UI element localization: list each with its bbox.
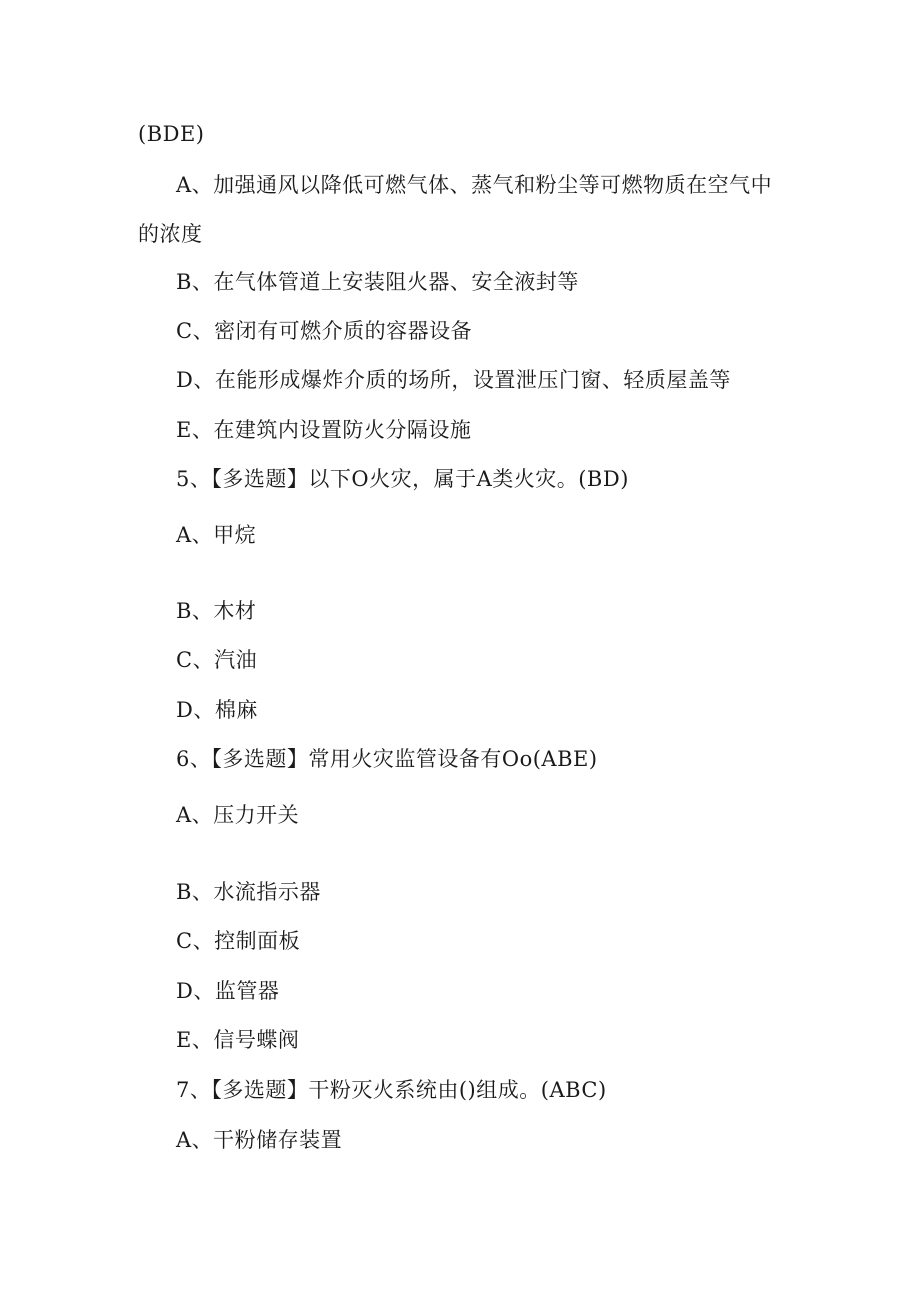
q7-option-a: A、干粉储存装置 (176, 1128, 343, 1152)
q5-option-d: D、棉麻 (176, 698, 258, 722)
q6-option-a: A、压力开关 (176, 803, 300, 827)
question-7: 7、【多选题】干粉灭火系统由()组成。(ABC) (176, 1078, 607, 1102)
q4-option-d: D、在能形成爆炸介质的场所，设置泄压门窗、轻质屋盖等 (176, 368, 731, 392)
q6-option-d: D、监管器 (176, 979, 280, 1003)
question-6: 6、【多选题】常用火灾监管设备有Oo(ABE) (176, 747, 598, 771)
q5-option-c: C、汽油 (176, 648, 258, 672)
question-5: 5、【多选题】以下O火灾，属于A类火灾。(BD) (176, 467, 629, 491)
q5-option-b: B、木材 (176, 599, 257, 623)
answer-key-q4: (BDE) (138, 122, 205, 146)
q4-option-a-continuation: 的浓度 (138, 222, 203, 246)
q6-option-c: C、控制面板 (176, 929, 301, 953)
q6-option-e: E、信号蝶阀 (176, 1028, 300, 1052)
q5-option-a: A、甲烷 (176, 523, 257, 547)
q4-option-a: A、加强通风以降低可燃气体、蒸气和粉尘等可燃物质在空气中 (176, 173, 773, 197)
q4-option-c: C、密闭有可燃介质的容器设备 (176, 319, 473, 343)
q4-option-b: B、在气体管道上安装阻火器、安全液封等 (176, 270, 579, 294)
q6-option-b: B、水流指示器 (176, 880, 321, 904)
q4-option-e: E、在建筑内设置防火分隔设施 (176, 418, 472, 442)
